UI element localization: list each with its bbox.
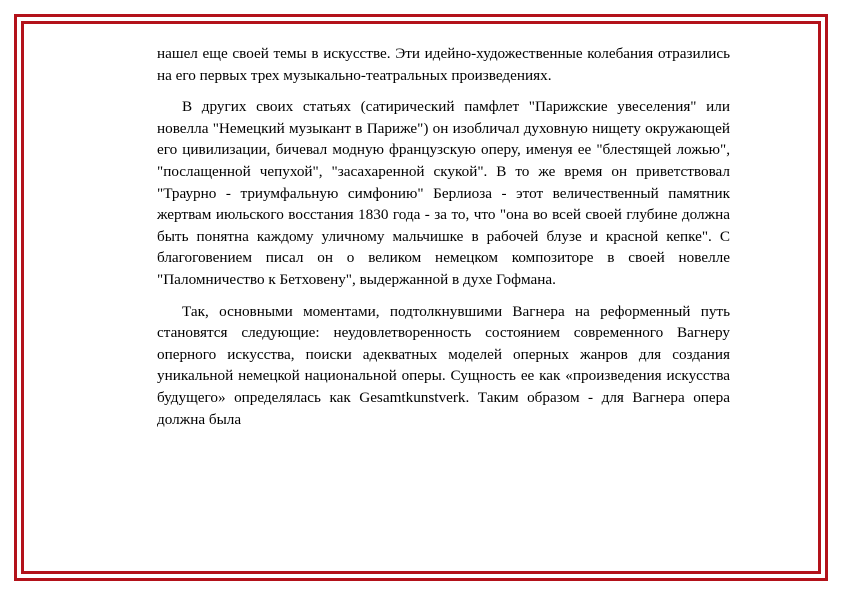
paragraph-reform: Так, основными моментами, подтолкнувшими Вагнера на реформенный путь становятся следующие: неудовлетворенность состоянием современного Вагнеру оперного искусства, поиски адекватных моделей оперных жанров для создания уникальной немецкой национальной оперы. Сущность ее как «произведения искусства будущего» определялась как Gesamtkunstverk. Таким образом - для Вагнера опера должна была (157, 302, 730, 428)
paragraph-articles: В других своих статьях (сатирический памфлет "Парижские увеселения" или новелла "Немецкий музыкант в Париже") он изобличал духовную нищету окружающей его цивилизации, бичевал модную французскую оперу, именуя ее "блестящей ложью", "послащенной чепухой", "засахаренной скукой". В то же время он приветствовал "Траурно - триумфальную симфонию" Берлиоза - этот величественный памятник жертвам июльского восстания 1830 года - за то, что "она во всей своей глубине должна быть понятна каждому уличному мальчишке в рабочей блузе и красной кепке". С благоговением писал он о великом немецком композиторе в своей новелле "Паломничество к Бетховену", выдержанной в духе Гофмана. (157, 98, 730, 288)
document-body (157, 43, 730, 440)
paragraph-continuation: нашел еще своей темы в искусстве. Эти идейно-художественные колебания отразились на его первых трех музыкально-театральных произведениях. (157, 45, 730, 84)
